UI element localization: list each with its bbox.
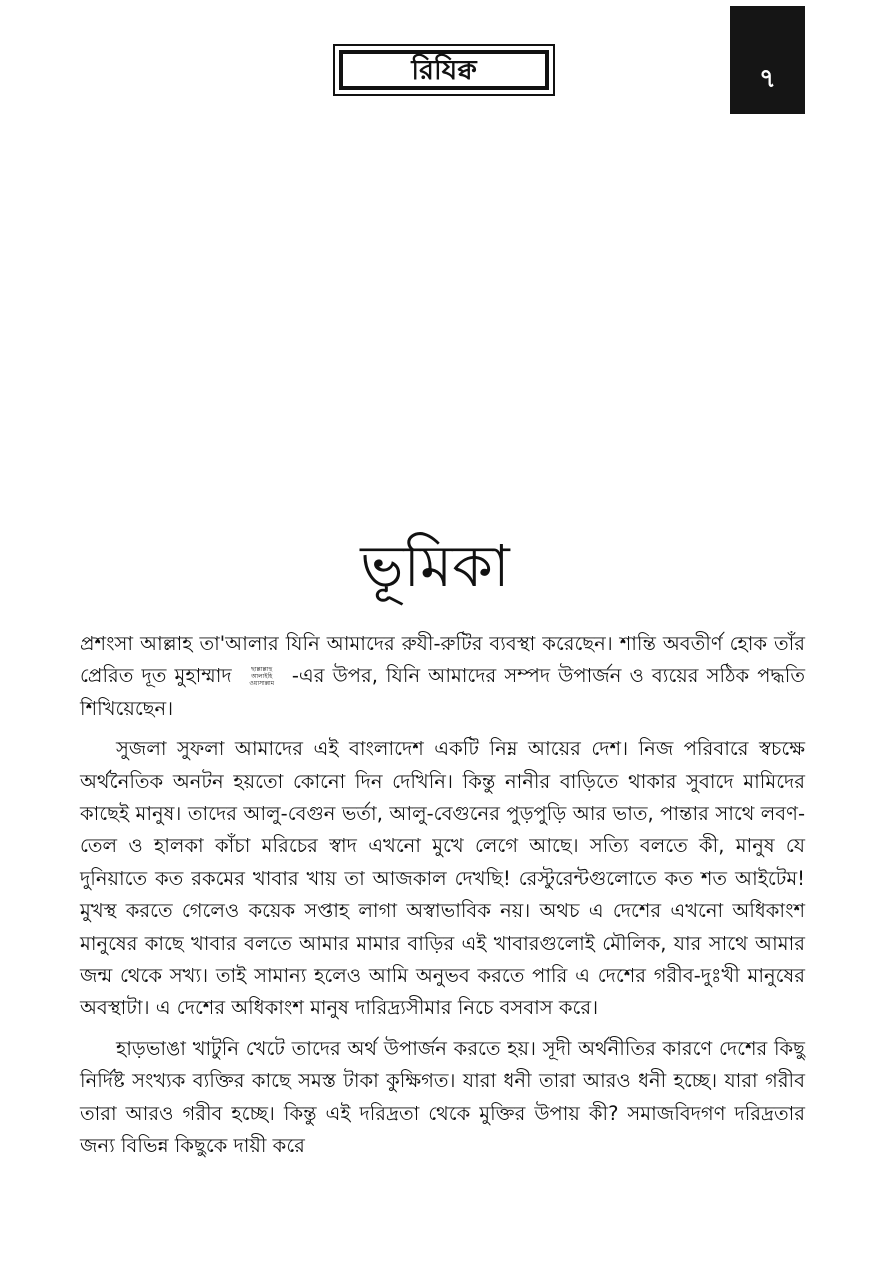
page-number: ৭ (730, 6, 805, 114)
paragraph-3: হাড়ভাঙা খাটুনি খেটে তাদের অর্থ উপার্জন করতে হয়। সূদী অর্থনীতির কারণে দেশের কিছু নির্দিষ্ট সংখ্যক ব্যক্তির কাছে সমস্ত টাকা কুক্ষিগত। যারা ধনী তারা আরও ধনী হচ্ছে। যারা গরীব তারা আরও গরীব হচ্ছে। কিন্তু এই দরিদ্রতা থেকে মুক্তির উপায় কী? সমাজবিদগণ দরিদ্রতার জন্য বিভিন্ন কিছুকে দায়ী করে (80, 1036, 805, 1158)
honorific-calligraphy: ছাল্লাল্লাহু আলাইহি ওয়াসাল্লাম (249, 666, 275, 688)
paragraph-1-text-before: প্রশংসা আল্লাহ তা'আলার যিনি আমাদের রুযী-রুটির ব্যবস্থা করেছেন। শান্তি অবতীর্ণ হোক তাঁর প্রেরিত দূত মুহাম্মাদ (80, 632, 805, 688)
body-text (80, 628, 805, 1171)
paragraph-2: সুজলা সুফলা আমাদের এই বাংলাদেশ একটি নিম্ন আয়ের দেশ। নিজ পরিবারে স্বচক্ষে অর্থনৈতিক অনটন হয়তো কোনো দিন দেখিনি। কিন্তু নানীর বাড়িতে থাকার সুবাদে মামিদের কাছেই মানুষ। তাদের আলু-বেগুন ভর্তা, আলু-বেগুনের পুড়পুড়ি আর ভাত, পান্তার সাথে লবণ-তেল ও হালকা কাঁচা মরিচের স্বাদ এখনো মুখে লেগে আছে। সত্যি বলতে কী, মানুষ যে দুনিয়াতে কত রকমের খাবার খায় তা আজকাল দেখছি! রেস্টুরেন্টগুলোতে কত শত আইটেম! মুখস্থ করতে গেলেও কয়েক সপ্তাহ লাগা অস্বাভাবিক নয়। অথচ এ দেশের এখনো অধিকাংশ মানুষের কাছে খাবার বলতে আমার মামার বাড়ির এই খাবারগুলোই মৌলিক, যার সাথে আমার জন্ম থেকে সখ্য। তাই সামান্য হলেও আমি অনুভব করতে পারি এ দেশের গরীব-দুঃখী মানুষের অবস্থাটা। এ দেশের অধিকাংশ মানুষ দারিদ্র্যসীমার নিচে বসবাস করে। (80, 737, 805, 1020)
header-title-frame (333, 44, 555, 96)
paragraph-1-text-after: -এর উপর, যিনি আমাদের সম্পদ উপার্জন ও ব্যয়ের সঠিক পদ্ধতি শিখিয়েছেন। (80, 664, 805, 720)
header-title: রিযিক্ব (339, 50, 549, 90)
paragraph-1 (80, 628, 805, 725)
section-title: ভূমিকা (360, 532, 510, 600)
